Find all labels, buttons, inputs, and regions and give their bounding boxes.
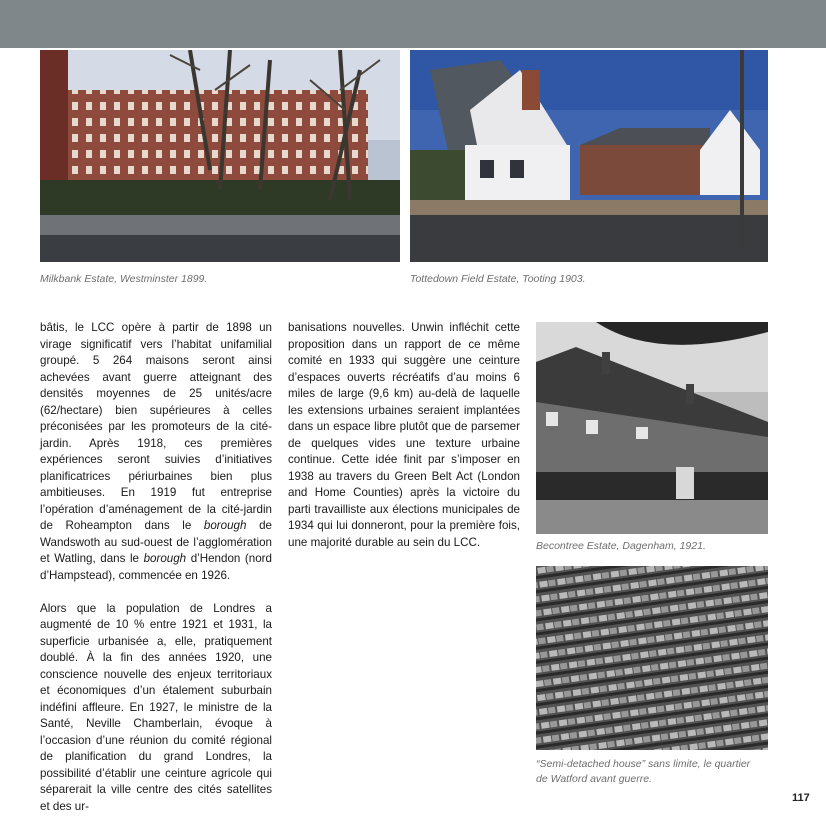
caption-watford-line2: de Watford avant guerre. [536,773,652,785]
photo-milbank-estate [40,50,400,262]
text-column-2 [288,320,520,568]
paragraph: Alors que la population de Londres a augmenté de 10 % entre 1921 et 1931, la superficie urbanisée a, elle, pratiquement doublé. À la fin des années 1920, une conscience nouvelle des enjeux territoriaux et économiques d’un étalement suburbain indéfini affleure. En 1927, le ministre de la Santé, Neville Chamberlain, évoque à l’occasion d’une réunion du comité régional de planification du grand Londres, la possibilité d’établir une ceinture agricole qui séparerait la ville centre des cités satellites et des ur- [40,601,272,813]
text-column-1 [40,320,272,832]
caption-milbank: Milkbank Estate, Westminster 1899. [40,273,208,285]
photo-tottedown-field-estate [410,50,768,262]
paragraph: banisations nouvelles. Unwin infléchit cette proposition dans un rapport de ce même comité en 1933 qui suggère une ceinture d’espaces ouverts récréatifs d’au moins 6 miles de large (9,6 km) au-delà de laquelle les extensions urbaines seraient implantées dans un espace libre plutôt que de parsemer de quelques vides une texture urbaine continue. Cette idée finit par s’imposer en 1938 au travers du Green Belt Act (London and Home Counties) après la victoire du parti travailliste aux élections municipales de 1934 qui lui donneront, pour la première fois, une majorité durable au sein du LCC. [288,321,520,549]
caption-tottedown: Tottedown Field Estate, Tooting 1903. [410,273,586,285]
page-number: 117 [792,792,810,804]
caption-watford-line1: “Semi-detached house” sans limite, le quartier [536,758,751,770]
photo-watford-aerial [536,566,768,750]
photo-becontree-estate [536,322,768,534]
paragraph: bâtis, le LCC opère à partir de 1898 un virage significatif vers l’habitat unifamilial groupé. 5 264 maisons seront ainsi achevées avant guerre atteignant des densités moyennes de 25 unités/acre (62/hectare) bien supérieures à celles préconisées par les promoteurs de la cité-jardin. Après 1918, ces premières expériences seront suivies d’initiatives planificatrices périurbaines bien plus ambitieuses. En 1919 fut entreprise l’opération d’aménagement de la cité-jardin de Roheampton dans le borough de Wandswoth au sud-ouest de l’agglomération et Watling, dans le borough d’Hendon (nord d’Hampstead), commencée en 1926. [40,321,272,582]
header-bar [0,0,826,48]
caption-becontree: Becontree Estate, Dagenham, 1921. [536,540,706,552]
